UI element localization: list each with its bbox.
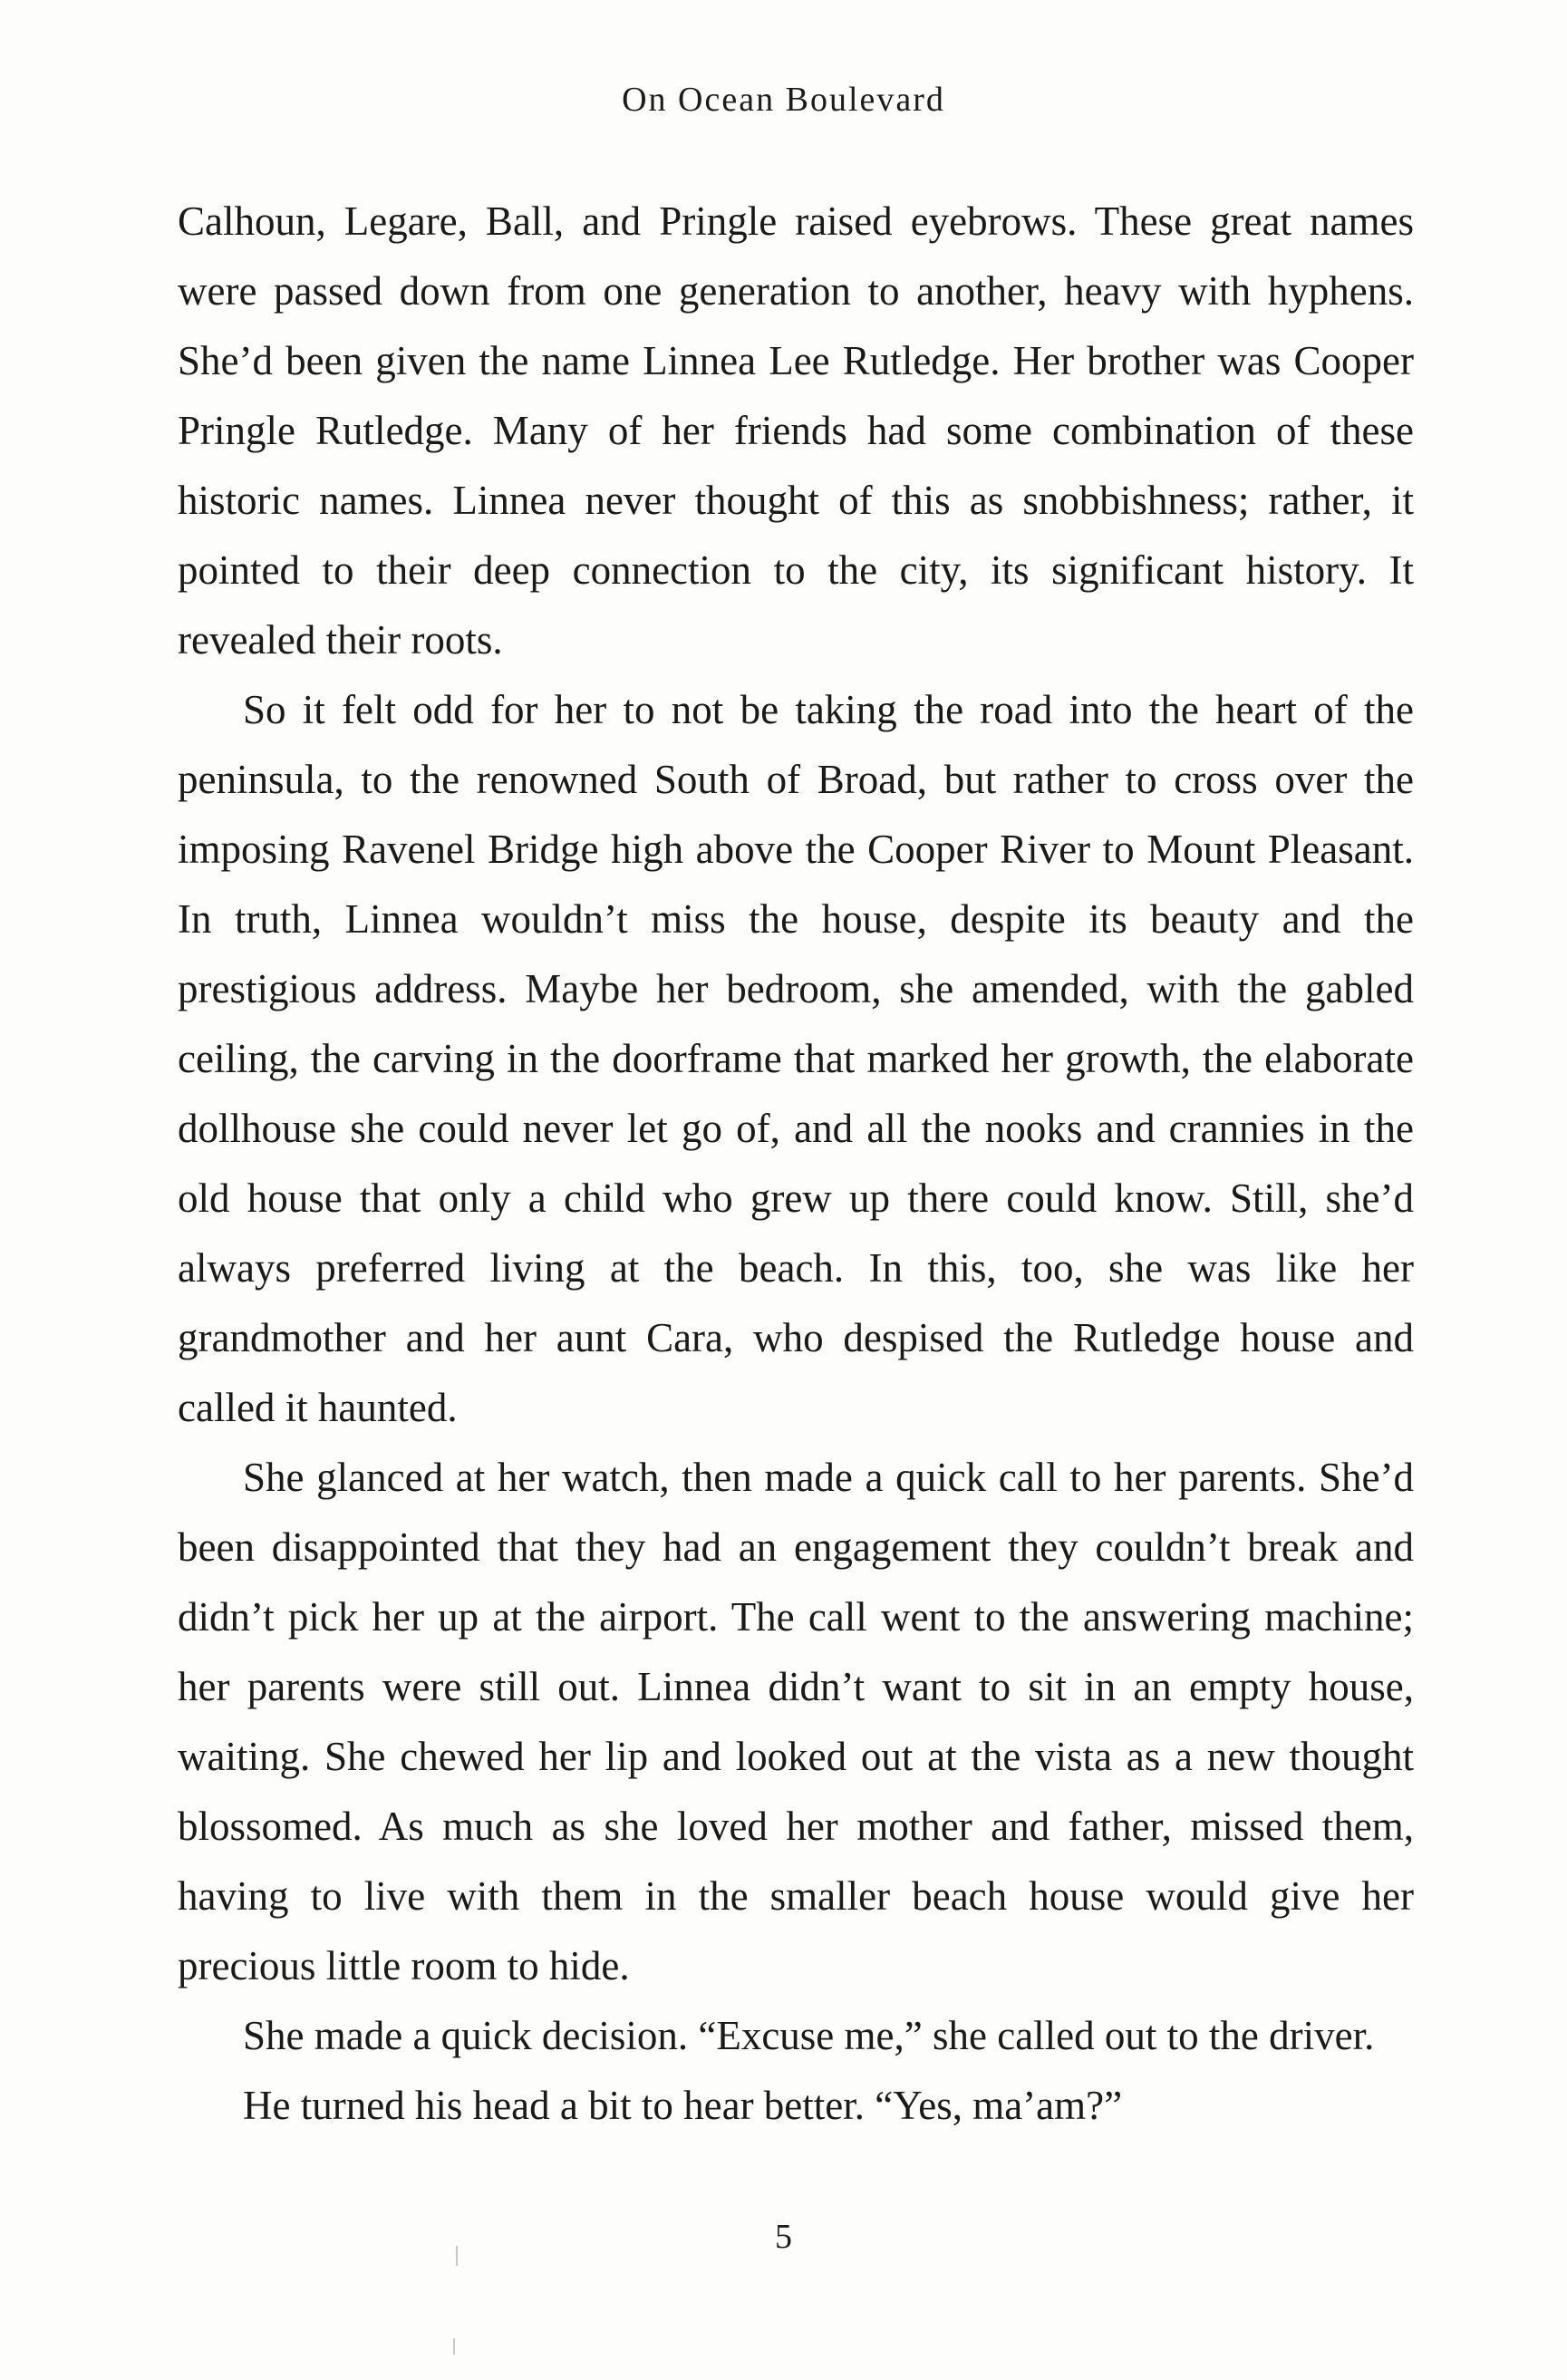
paragraph: She glanced at her watch, then made a quick call to her parents. She’d been disappointed that they had an engagement they couldn’t break and didn’t pick her up at the airport. The call went to the answering machine; her parents were still out. Linnea didn’t want to sit in an empty house, waiting. She chewed her lip and looked out at the vista as a new thought blossomed. As much as she loved her mother and father, missed them, having to live with them in the smaller beach house would give her precious little room to hide. (178, 1455, 1414, 1988)
running-head: On Ocean Boulevard (622, 81, 945, 119)
page-number: 5 (775, 2218, 792, 2256)
scan-artifact-line (456, 2246, 458, 2266)
paragraph: She made a quick decision. “Excuse me,” she called out to the driver. (243, 2013, 1375, 2058)
scan-artifact-line (453, 2338, 455, 2355)
paragraph: He turned his head a bit to hear better. “Yes, ma’am?” (243, 2083, 1123, 2128)
paragraph-continued: Calhoun, Legare, Ball, and Pringle raised eyebrows. These great names were passed down from one generation to another, heavy with hyphens. She’d been given the name Linnea Lee Rutledge. Her brother was Cooper Pringle Rutledge. Many of her friends had some combination of these historic names. Linnea never thought of this as snobbishness; rather, it pointed to their deep connection to the city, its significant history. It revealed their roots. (178, 198, 1414, 663)
body-text (178, 187, 1414, 2141)
paragraph: So it felt odd for her to not be taking the road into the heart of the peninsula, to the renowned South of Broad, but rather to cross over the imposing Ravenel Bridge high above the Cooper River to Mount Pleasant. In truth, Linnea wouldn’t miss the house, despite its beauty and the prestigious address. Maybe her bedroom, she amended, with the gabled ceiling, the carving in the doorframe that marked her growth, the elaborate dollhouse she could never let go of, and all the nooks and crannies in the old house that only a child who grew up there could know. Still, she’d always preferred living at the beach. In this, too, she was like her grandmother and her aunt Cara, who despised the Rutledge house and called it haunted. (178, 687, 1414, 1430)
